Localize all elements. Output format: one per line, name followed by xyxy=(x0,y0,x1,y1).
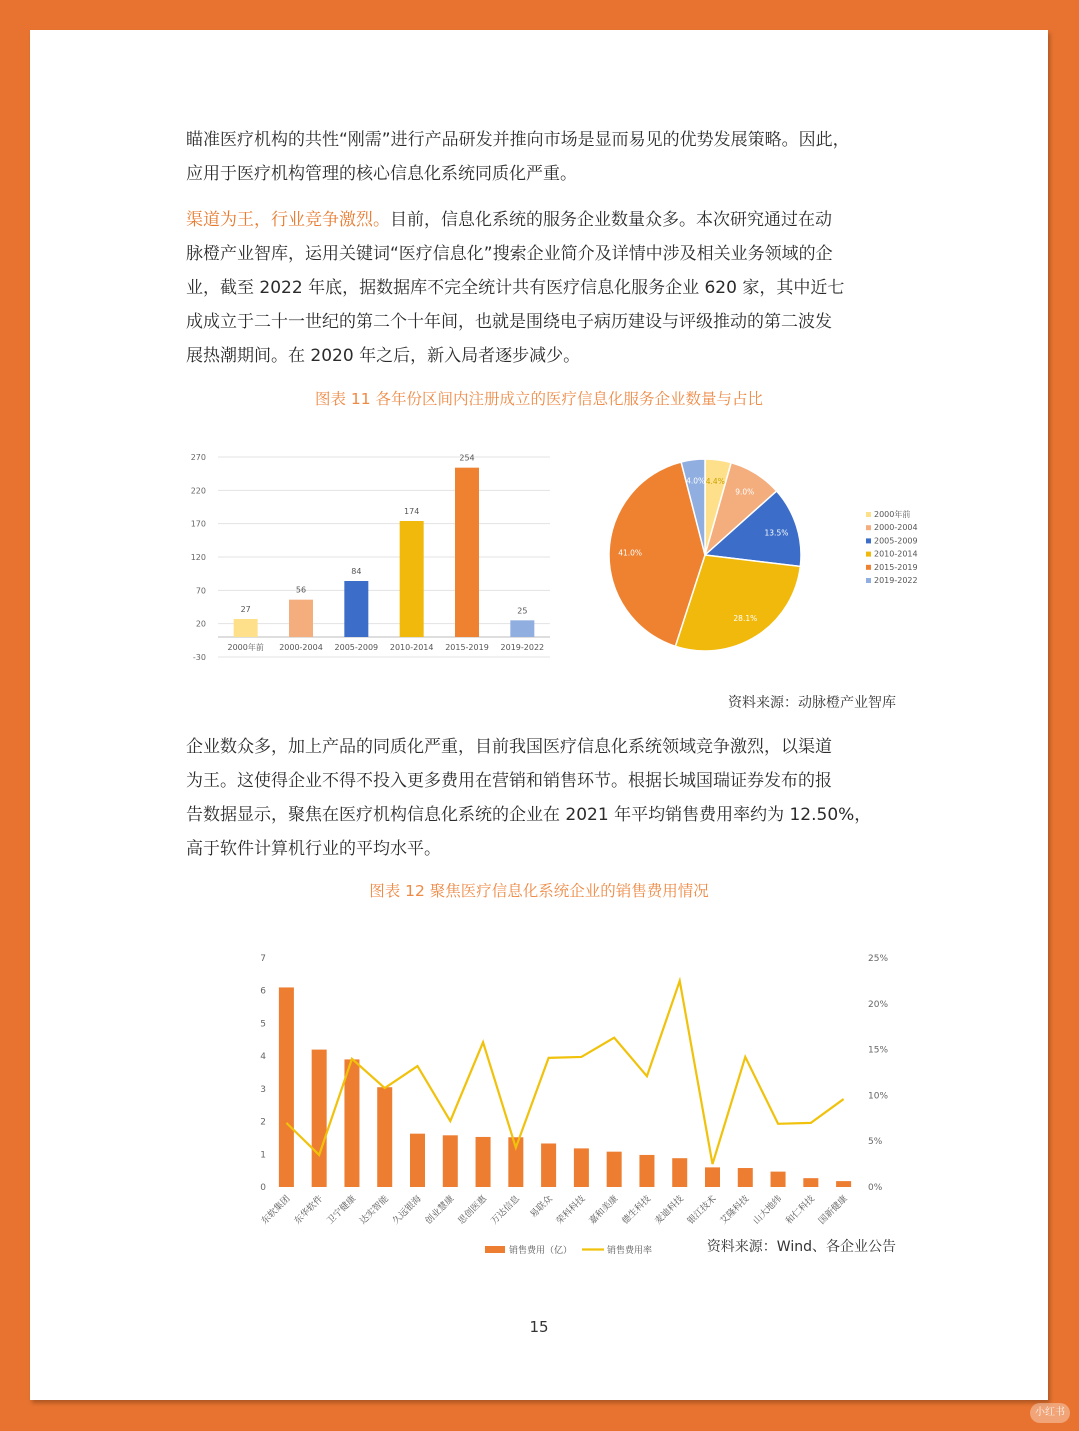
watermark-logo: 小红书 xyxy=(1030,1403,1070,1423)
paragraph-2-line: 目前，信息化系统的服务企业数量众多。本次研究通过在动 xyxy=(390,210,832,230)
pie-data-label: 28.1% xyxy=(733,614,758,624)
legend-label: 2015-2019 xyxy=(874,562,918,572)
bar-data-label: 174 xyxy=(404,507,420,516)
y-left-tick-label: 2 xyxy=(260,1117,266,1128)
bar-data-label: 56 xyxy=(295,585,307,595)
legend-label: 2019-2022 xyxy=(874,576,918,585)
bar xyxy=(443,1135,458,1187)
legend-swatch xyxy=(866,552,871,557)
bar xyxy=(705,1167,720,1187)
paragraph-1-line: 应用于医疗机构管理的核心信息化系统同质化严重。 xyxy=(186,164,577,184)
x-tick-label: 和仁科技 xyxy=(784,1194,817,1227)
x-tick-label: 2015-2019 xyxy=(445,643,489,652)
x-tick-label: 东软集团 xyxy=(259,1194,293,1227)
legend-label: 销售费用率 xyxy=(607,1246,653,1256)
x-tick-label: 2000年前 xyxy=(227,643,264,652)
legend-label: 2005-2009 xyxy=(874,536,918,546)
x-tick-label: 银江技术 xyxy=(686,1194,719,1227)
page-number: 15 xyxy=(529,1318,549,1336)
x-tick-label: 2010-2014 xyxy=(389,643,434,652)
x-tick-label: 达实智能 xyxy=(358,1194,391,1227)
y-tick-label: 120 xyxy=(190,553,206,562)
legend-swatch xyxy=(866,578,871,583)
bar xyxy=(289,600,313,637)
x-tick-label: 2019-2022 xyxy=(500,643,545,652)
bar xyxy=(574,1148,589,1187)
x-tick-label: 卫宁健康 xyxy=(325,1194,359,1227)
pie-data-label: 41.0% xyxy=(618,548,643,558)
x-tick-label: 德生科技 xyxy=(620,1194,654,1227)
legend-swatch-bar xyxy=(485,1246,505,1253)
bar xyxy=(836,1181,851,1187)
x-tick-label: 2005-2009 xyxy=(334,643,379,652)
bar xyxy=(738,1168,753,1187)
y-tick-label: -30 xyxy=(192,653,206,662)
y-tick-label: 170 xyxy=(190,519,206,529)
pie-data-label: 9.0% xyxy=(735,487,755,497)
x-tick-label: 思创医惠 xyxy=(456,1194,490,1227)
y-right-tick-label: 10% xyxy=(868,1091,889,1102)
figure-12-caption: 图表 12 聚焦医疗信息化系统企业的销售费用情况 xyxy=(369,882,709,900)
legend-label: 2000年前 xyxy=(874,510,911,519)
paragraph-3-line: 高于软件计算机行业的平均水平。 xyxy=(186,839,441,859)
bar-data-label: 27 xyxy=(240,605,251,614)
y-left-tick-label: 5 xyxy=(260,1019,266,1030)
figure-12-source: 资料来源：Wind、各企业公告 xyxy=(706,1239,896,1255)
bar xyxy=(672,1158,687,1187)
paragraph-2-line: 展热潮期间。在 2020 年之后，新入局者逐步减少。 xyxy=(186,346,581,366)
legend-swatch xyxy=(866,525,871,530)
bar xyxy=(607,1152,622,1187)
bar xyxy=(455,468,479,637)
y-left-tick-label: 3 xyxy=(260,1084,266,1095)
figure-11-caption: 图表 11 各年份区间内注册成立的医疗信息化服务企业数量与占比 xyxy=(314,390,764,408)
bar xyxy=(377,1087,392,1187)
y-right-tick-label: 15% xyxy=(868,1045,889,1056)
x-tick-label: 嘉和美康 xyxy=(587,1194,621,1227)
figure-11-pie-chart xyxy=(600,450,930,660)
paragraph-2-line: 业，截至 2022 年底，据数据库不完全统计共有医疗信息化服务企业 620 家，其中近七 xyxy=(186,278,845,298)
legend-swatch xyxy=(866,538,871,543)
bar xyxy=(803,1178,818,1187)
x-tick-label: 易联众 xyxy=(528,1194,555,1221)
paragraph-2 xyxy=(186,203,906,373)
legend-label: 销售费用（亿） xyxy=(509,1246,573,1256)
paragraph-1-line: 瞄准医疗机构的共性“刚需”进行产品研发并推向市场是显而易见的优势发展策略。因此， xyxy=(186,130,850,150)
bar-data-label: 254 xyxy=(459,453,475,463)
bar xyxy=(771,1172,786,1187)
bar xyxy=(510,620,534,637)
y-left-tick-label: 0 xyxy=(260,1183,266,1193)
paragraph-3-line: 为王。这使得企业不得不投入更多费用在营销和销售环节。根据长城国瑞证券发布的报 xyxy=(186,771,832,791)
bar xyxy=(476,1137,491,1187)
bar xyxy=(639,1155,654,1187)
y-tick-label: 70 xyxy=(195,586,206,596)
sales-expense-rate-line xyxy=(286,981,843,1164)
x-tick-label: 久远银海 xyxy=(391,1194,424,1227)
y-tick-label: 20 xyxy=(195,619,206,629)
document-page xyxy=(30,30,1048,1400)
x-tick-label: 荣科科技 xyxy=(554,1194,588,1227)
bar xyxy=(344,1059,359,1187)
y-tick-label: 220 xyxy=(190,486,206,496)
pie-data-label: 13.5% xyxy=(764,528,789,538)
paragraph-3-line: 告数据显示，聚焦在医疗机构信息化系统的企业在 2021 年平均销售费用率约为 12.50%， xyxy=(186,805,872,825)
y-left-tick-label: 4 xyxy=(260,1052,266,1063)
bar xyxy=(400,521,424,637)
bar-data-label: 84 xyxy=(351,567,362,576)
y-right-tick-label: 20% xyxy=(868,999,889,1010)
highlight-phrase: 渠道为王，行业竞争激烈。 xyxy=(186,210,390,230)
bar xyxy=(234,619,258,637)
pie-data-label: 4.0% xyxy=(686,476,706,486)
bar xyxy=(279,987,294,1187)
x-tick-label: 国新健康 xyxy=(817,1194,850,1227)
figure-11-source: 资料来源：动脉橙产业智库 xyxy=(728,695,896,711)
y-right-tick-label: 25% xyxy=(868,954,889,964)
pie-data-label: 4.4% xyxy=(705,476,725,486)
legend-swatch xyxy=(866,512,871,517)
paragraph-3 xyxy=(186,730,906,866)
y-tick-label: 270 xyxy=(190,453,206,462)
legend-label: 2010-2014 xyxy=(874,549,918,559)
paragraph-3-line: 企业数众多，加上产品的同质化严重，目前我国医疗信息化系统领域竞争激烈，以渠道 xyxy=(186,737,832,757)
paragraph-1 xyxy=(186,123,906,191)
x-tick-label: 万达信息 xyxy=(489,1194,522,1227)
x-tick-label: 麦迪科技 xyxy=(653,1194,686,1227)
bar xyxy=(541,1143,556,1187)
y-left-tick-label: 1 xyxy=(260,1150,266,1161)
x-tick-label: 创业慧康 xyxy=(423,1194,457,1227)
y-right-tick-label: 0% xyxy=(868,1183,883,1193)
paragraph-2-line: 成成立于二十一世纪的第二个十年间，也就是围绕电子病历建设与评级推动的第二波发 xyxy=(186,312,832,332)
x-tick-label: 2000-2004 xyxy=(279,643,323,652)
bar-data-label: 25 xyxy=(517,606,528,616)
legend-swatch xyxy=(866,565,871,570)
bar xyxy=(344,581,368,637)
y-right-tick-label: 5% xyxy=(868,1137,883,1148)
paragraph-2-line: 脉橙产业智库，运用关键词“医疗信息化”搜索企业简介及详情中涉及相关业务领域的企 xyxy=(186,244,833,264)
bar xyxy=(410,1134,425,1187)
x-tick-label: 山大地纬 xyxy=(751,1194,785,1227)
x-tick-label: 东华软件 xyxy=(292,1194,326,1227)
x-tick-label: 艾隆科技 xyxy=(718,1194,752,1227)
y-left-tick-label: 7 xyxy=(260,954,266,964)
y-left-tick-label: 6 xyxy=(260,986,266,997)
legend-label: 2000-2004 xyxy=(874,523,918,533)
figure-11-bar-chart xyxy=(180,445,560,660)
bar xyxy=(312,1050,327,1187)
